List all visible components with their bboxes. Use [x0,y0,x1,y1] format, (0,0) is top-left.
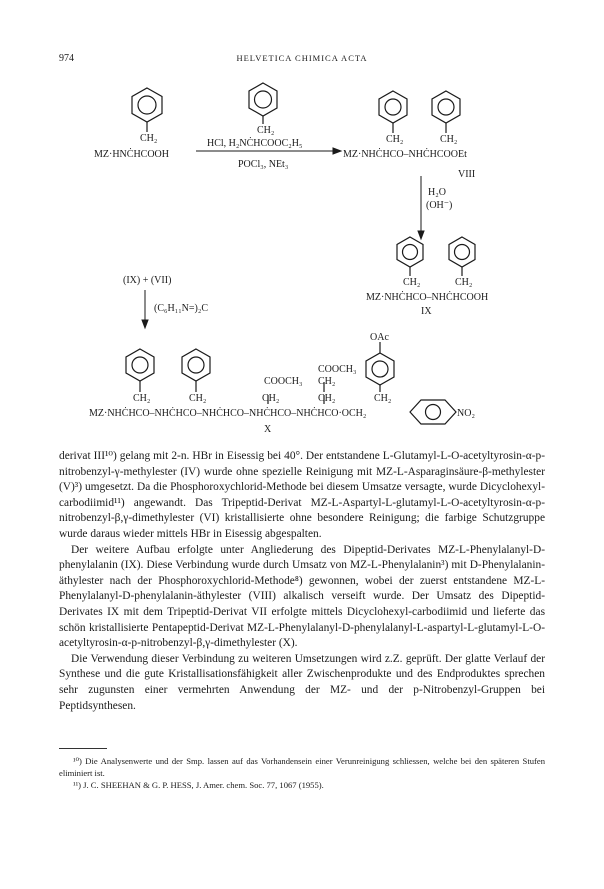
nitrobenzene-ring [410,400,456,424]
cooch3-b: COOCH₃ [264,376,303,387]
benzene-ring-7 [126,349,154,392]
journal-title: HELVETICA CHIMICA ACTA [236,53,368,63]
hydrolysis-bottom: (OH⁻) [426,200,453,211]
benzene-ring-3 [379,91,407,133]
ch2-4: CH₂ [318,393,336,404]
s3-ch2-a: CH₂ [386,134,404,145]
running-header [59,53,545,67]
s4-label: MZ·NHĊHCO–NHĊHCOOH [366,292,489,303]
s4-ch2-a: CH₂ [403,277,421,288]
ch2-upper: CH₂ [318,376,336,387]
paragraph-2: Der weitere Aufbau erfolgte unter Angliederung des Dipeptid-Derivates MZ-L-Phenylalanyl-D-phenylalanin (IX). Diese Verbindung wurde durch Umsatz von MZ-L-Phenylalanin³) mit D-Phenylalanin-äthylester nach der Phosphoroxychlorid-Methode⁸) gewonnen, wobei der zuerst entstandene MZ-L-Phenylalanyl-D-phenylalanin-äthylester (VIII) alkalisch verseift wurde. Der Umsatz des Dipeptid-Derivates IX mit dem Tripeptid-Derivat VII erfolgte mittels Dicyclohexyl-carbodiimid und lieferte das schön kristallisierte Pentapeptid-Derivat MZ-L-Phenylalanyl-D-phenylalanyl-L-aspartyl-L-glutamyl-L-O-acetyltyrosin-α-p-nitrobenzyl-β,γ-dimethylester (X). [59,543,545,650]
ch2-2: CH₂ [189,393,207,404]
ch2-5: CH₂ [374,393,392,404]
coupling-inputs: (IX) + (VII) [123,275,172,286]
s2-ch2: CH₂ [257,125,275,136]
s3-compound-number: VIII [458,169,476,180]
oac-label: OAc [370,332,389,343]
reaction-scheme [0,78,604,450]
footnote-rule [59,748,107,749]
reagent-bottom: POCl₃, NEt₃ [238,159,289,170]
benzene-ring-2 [249,83,277,124]
s1-ch2: CH₂ [140,133,158,144]
s4-compound-number: IX [421,306,432,317]
reagent-top: HCl, H₂NĊHCOOC₂H₅ [207,138,303,149]
benzene-ring-1 [132,88,162,132]
footnotes [59,755,545,791]
footnote-10: ¹⁰) Die Analysenwerte und der Smp. lassen auf das Vorhandensein einer Verunreinigung schliessen, welche bei den späteren Stufen eliminiert ist. [59,756,545,778]
paragraph-3: Die Verwendung dieser Verbindung zu weiteren Umsetzungen wird z.Z. geprüft. Der glatte Verlauf der Synthese und die gute Kristallisationsfähigkeit aller Zwischenprodukte und des Endproduktes sprechen sehr zugunsten einer vermehrten Anwendung der MZ- und der p-Nitrobenzyl-Gruppen bei Peptidsynthesen. [59,652,545,712]
benzene-ring-8 [182,349,210,392]
benzene-ring-4 [432,91,460,133]
pentapeptide-chain: MZ·NHĊHCO–NHĊHCO–NHĊHCO–NHĊHCO–NHĊHCO·OCH₂ [89,408,367,419]
body-text [59,449,545,714]
nitro-group: NO₂ [457,408,475,419]
benzene-ring-5 [397,237,423,276]
page-number: 974 [59,53,74,64]
footnote-11: ¹¹) J. C. SHEEHAN & G. P. HESS, J. Amer. chem. Soc. 77, 1067 (1955). [73,780,324,790]
product-compound-number: X [264,424,272,435]
benzene-ring-9 [366,342,394,392]
benzene-rings [126,83,475,424]
ch2-1: CH₂ [133,393,151,404]
s1-label: MZ·HNĊHCOOH [94,149,169,160]
s3-ch2-b: CH₂ [440,134,458,145]
paragraph-1: derivat III¹⁰) gelang mit 2-n. HBr in Eisessig bei 40°. Der entstandene L-Glutamyl-L-O-acetyltyrosin-α-p-nitrobenzyl-γ-methylester (IV) wurde ohne spezielle Reinigung mit MZ-L-Asparaginsäure-β-methylester (V)³) umgesetzt. Da die Phosphoroxychlorid-Methode bei diesem Umsatze versagte, wurde Dicyclohexyl-carbodiimid¹¹) angewandt. Das Tripeptid-Derivat MZ-L-Aspartyl-L-glutamyl-L-O-acetyltyrosin-α-p-nitrobenzyl-β,γ-dimethylester (VI) kristallisierte ohne besondere Reinigung; die farbige Schutzgruppe wurde daraus wieder mittels HBr in Eisessig abgespalten. [59,450,545,540]
coupling-reagent: (C₆H₁₁N=)₂C [154,303,209,314]
s4-ch2-b: CH₂ [455,277,473,288]
hydrolysis-top: H₂O [428,187,446,198]
cooch3-a: COOCH₃ [318,364,357,375]
s3-label: MZ·NHĊHCO–NHĊHCOOEt [343,149,467,160]
benzene-ring-6 [449,237,475,276]
ch2-3: CH₂ [262,393,280,404]
